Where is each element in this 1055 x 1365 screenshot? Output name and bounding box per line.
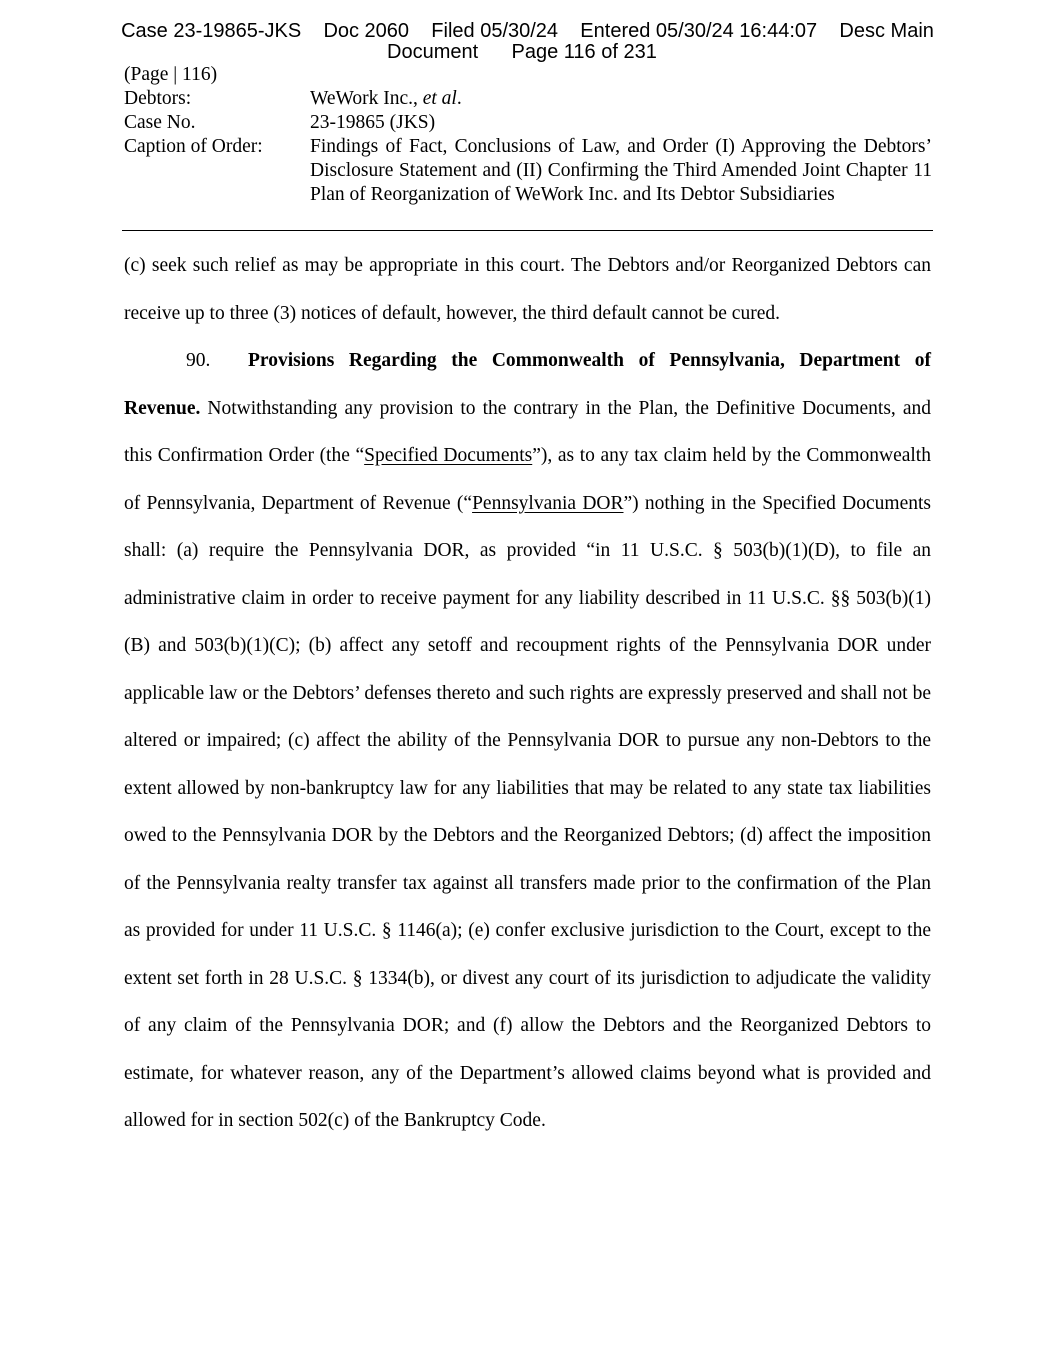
defined-term-pennsylvania-dor: Pennsylvania DOR [472,492,624,514]
paragraph-continuation: (c) seek such relief as may be appropriate in this court. The Debtors and/or Reorganized Debtors can receive up to three (3) notices of default, however, the third default cannot be cured. [124,255,931,324]
debtors-label: Debtors: [124,88,192,109]
filing-stamp-line-1 [0,20,1055,42]
caption-of-order-label: Caption of Order: [124,136,263,157]
paragraph-heading: Provisions Regarding the Commonwealth of Pennsylvania, Department of Revenue. [124,350,931,419]
case-number-label: Case No. [124,112,196,133]
caption-case-row [124,111,932,135]
stamp-entered: Entered 05/30/24 16:44:07 [580,20,818,42]
stamp-filed: Filed 05/30/24 [431,20,559,42]
paragraph-90: 90. Provisions Regarding the Commonwealth of Pennsylvania, Department of Revenue. Notwithstanding any provision to the contrary in the Plan, the Definitive Documents, and this Confirmation Order (the “Specified Documents”), as to any tax claim held by the Commonwealth of Pennsylvania, Department of Revenue (“Pennsylvania DOR”) nothing in the Specified Documents shall: (a) require the Pennsylvania DOR, as provided “in 11 U.S.C. § 503(b)(1)(D), to file an administrative claim in order to receive payment for any liability described in 11 U.S.C. §§ 503(b)(1)(B) and 503(b)(1)(C); (b) affect any setoff and recoupment rights of the Pennsylvania DOR under applicable law or the Debtors’ defenses thereto and such rights are expressly preserved and shall not be altered or impaired; (c) affect the ability of the Pennsylvania DOR to pursue any non-Debtors to the extent allowed by non-bankruptcy law for any liabilities that may be related to any state tax liabilities owed to the Pennsylvania DOR by the Debtors and the Reorganized Debtors; (d) affect the imposition of the Pennsylvania realty transfer tax against all transfers made prior to the confirmation of the Plan as provided for under 11 U.S.C. § 1146(a); (e) confer exclusive jurisdiction to the Court, except to the extent set forth in 28 U.S.C. § 1334(b), or divest any court of its jurisdiction to adjudicate the validity of any claim of the Pennsylvania DOR; and (f) allow the Debtors and the Reorganized Debtors to estimate, for whatever reason, any of the Department’s allowed claims beyond what is provided and allowed for in section 502(c) of the Bankruptcy Code. [124,337,931,1145]
case-number-value: 23-19865 (JKS) [310,112,436,133]
order-body [124,242,931,1145]
stamp-document: Document [387,41,479,63]
stamp-page: Page 116 of 231 [511,41,657,63]
filing-stamp-line-2 [0,41,1055,63]
caption-divider [122,230,933,231]
stamp-doc: Doc 2060 [323,20,410,42]
debtors-value: WeWork Inc., et al. [310,88,462,109]
paragraph-number: 90. [186,350,211,371]
case-caption [124,63,932,207]
caption-of-order-value: Findings of Fact, Conclusions of Law, and Order (I) Approving the Debtors’ Disclosure Statement and (II) Confirming the Third Amended Joint Chapter 11 Plan of Reorganization of WeWork Inc. and Its Debtor Subsidiaries [310,136,932,205]
caption-page-row [124,63,932,87]
stamp-case: Case 23-19865-JKS [121,20,302,42]
stamp-desc: Desc Main [839,20,934,42]
page-reference: (Page | 116) [124,64,218,85]
caption-debtors-row [124,87,932,111]
defined-term-specified-documents: Specified Documents [364,445,533,466]
caption-order-row [124,135,932,207]
